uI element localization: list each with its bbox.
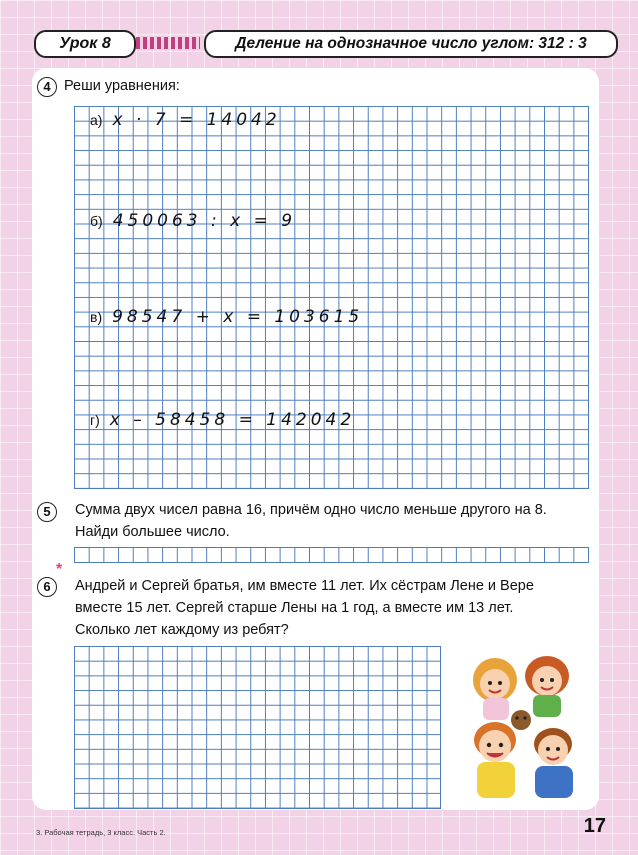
boy-right [534,728,573,798]
equation-d [90,410,355,430]
equation-c-letter: в) [90,309,103,325]
toy-dog [511,710,531,730]
task-6-star: * [56,561,63,578]
lesson-topic: Деление на однозначное число углом: 312 : 3 [204,30,618,58]
task-5-number: 5 [37,502,57,522]
children-illustration [459,648,585,798]
task-6-number: 6 [37,577,57,597]
equation-b-letter: б) [90,213,103,229]
equation-c [90,307,363,327]
equation-d-expr: x – 58458 = 142042 [109,410,356,430]
task-6-line-1: Андрей и Сергей братья, им вместе 11 лет. Их сёстрам Лене и Вере [75,578,534,594]
page-number: 17 [583,815,606,837]
task-4-number: 4 [37,77,57,97]
equation-a-letter: а) [90,112,103,128]
task-6-line-3: Сколько лет каждому из ребят? [75,622,289,638]
task-5-answer-grid [74,547,589,563]
task-5-line-1: Сумма двух чисел равна 16, причём одно число меньше другого на 8. [75,502,547,518]
equation-c-expr: 98547 + x = 103615 [112,307,364,327]
task-4-title: Реши уравнения: [64,78,180,94]
lesson-label: Урок 8 [34,30,136,58]
equation-b [90,211,296,231]
lesson-header [34,30,618,56]
footer-caption: 3. Рабочая тетрадь, 3 класс. Часть 2. [36,828,166,837]
task-6-line-2: вместе 15 лет. Сергей старше Лены на 1 год, а вместе им 13 лет. [75,600,514,616]
girl-right [525,656,569,717]
equation-b-expr: 450063 : x = 9 [112,211,297,231]
task-4-grid [74,106,589,489]
boy-left [474,722,516,798]
equation-a [90,110,281,130]
girl-left [473,658,517,720]
equation-a-expr: x · 7 = 14042 [112,110,281,130]
task-6-grid [74,646,441,809]
decorative-stripes [136,37,200,49]
equation-d-letter: г) [90,412,100,428]
task-5-line-2: Найди большее число. [75,524,230,540]
